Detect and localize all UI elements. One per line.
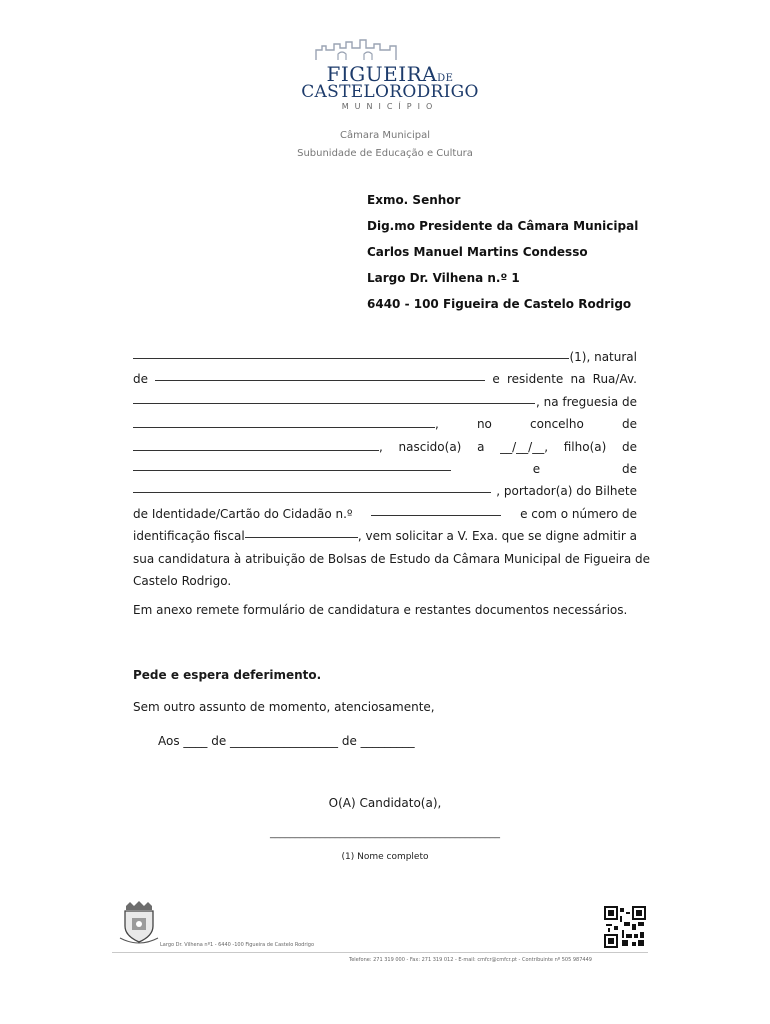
municipality-logo: [290, 38, 490, 110]
parent1-field[interactable]: [133, 458, 451, 471]
application-form-text: [133, 346, 651, 592]
form-line-parents: e de: [133, 458, 637, 480]
header-department: Câmara Municipal: [339, 130, 430, 141]
form-line-end: Castelo Rodrigo.: [133, 574, 232, 589]
form-line-tax-id: identificação fiscal , vem solicitar a V. Exa. que se digne admitir a: [133, 525, 637, 547]
id-card-number-field[interactable]: [371, 503, 501, 516]
name-field[interactable]: [133, 346, 569, 359]
logo-line-figueira: FIGUEIRADE: [326, 62, 454, 86]
parish-field[interactable]: [133, 415, 435, 428]
qr-code-icon: [604, 906, 646, 948]
recipient-name: Carlos Manuel Martins Condesso: [367, 245, 588, 259]
coat-of-arms-icon: [118, 900, 160, 946]
address-field[interactable]: [133, 391, 535, 404]
form-line-county: , nascido(a) a __/__/__, filho(a) de: [133, 436, 637, 458]
parent2-field[interactable]: [133, 480, 491, 493]
annex-note: Em anexo remete formulário de candidatura e restantes documentos necessários.: [133, 603, 628, 617]
form-line-id-card: de Identidade/Cartão do Cidadão n.º e com o número de: [133, 503, 637, 525]
tax-id-field[interactable]: [245, 525, 358, 538]
signature-title: O(A) Candidato(a),: [328, 796, 442, 810]
logo-line-castelo-rodrigo: CASTELORODRIGO: [301, 82, 479, 102]
signature-note: (1) Nome completo: [341, 852, 429, 862]
footer-address: Largo Dr. Vilhena nº1 - 6440 -100 Figueira de Castelo Rodrigo: [160, 942, 315, 948]
county-field[interactable]: [133, 438, 379, 451]
header-subunit: Subunidade de Educação e Cultura: [297, 148, 473, 159]
recipient-postcode: 6440 - 100 Figueira de Castelo Rodrigo: [367, 297, 632, 311]
footer-contacts: Telefone: 271 319 000 - Fax: 271 319 012 - E-mail: cmfcr@cmfcr.pt - Contribuinte nº 505 987449: [349, 957, 592, 963]
form-line-natural: de e residente na Rua/Av.: [133, 368, 637, 390]
footer-divider: [112, 952, 648, 953]
birthplace-field[interactable]: [155, 368, 485, 381]
regards-line: Sem outro assunto de momento, atenciosamente,: [133, 700, 435, 714]
request-line: Pede e espera deferimento.: [133, 668, 322, 682]
logo-line-municipio: MUNICÍPIO: [341, 102, 439, 111]
form-line-name: (1), natural: [133, 346, 637, 368]
recipient-street: Largo Dr. Vilhena n.º 1: [367, 271, 520, 285]
form-line-address: , na freguesia de: [133, 391, 637, 413]
recipient-title: Dig.mo Presidente da Câmara Municipal: [367, 219, 639, 233]
castle-outline-icon: [312, 38, 402, 62]
form-line-parent2: , portador(a) do Bilhete: [133, 480, 637, 502]
birth-date-field[interactable]: __/__/__,: [500, 439, 549, 454]
recipient-salutation: Exmo. Senhor: [367, 193, 461, 207]
signature-line[interactable]: ______________________________________________: [270, 828, 500, 839]
form-line-application: sua candidatura à atribuição de Bolsas de Estudo da Câmara Municipal de Figueira de: [133, 551, 651, 566]
form-line-parish: , no concelho de: [133, 413, 637, 435]
date-line[interactable]: Aos ____ de __________________ de _________: [158, 734, 415, 748]
